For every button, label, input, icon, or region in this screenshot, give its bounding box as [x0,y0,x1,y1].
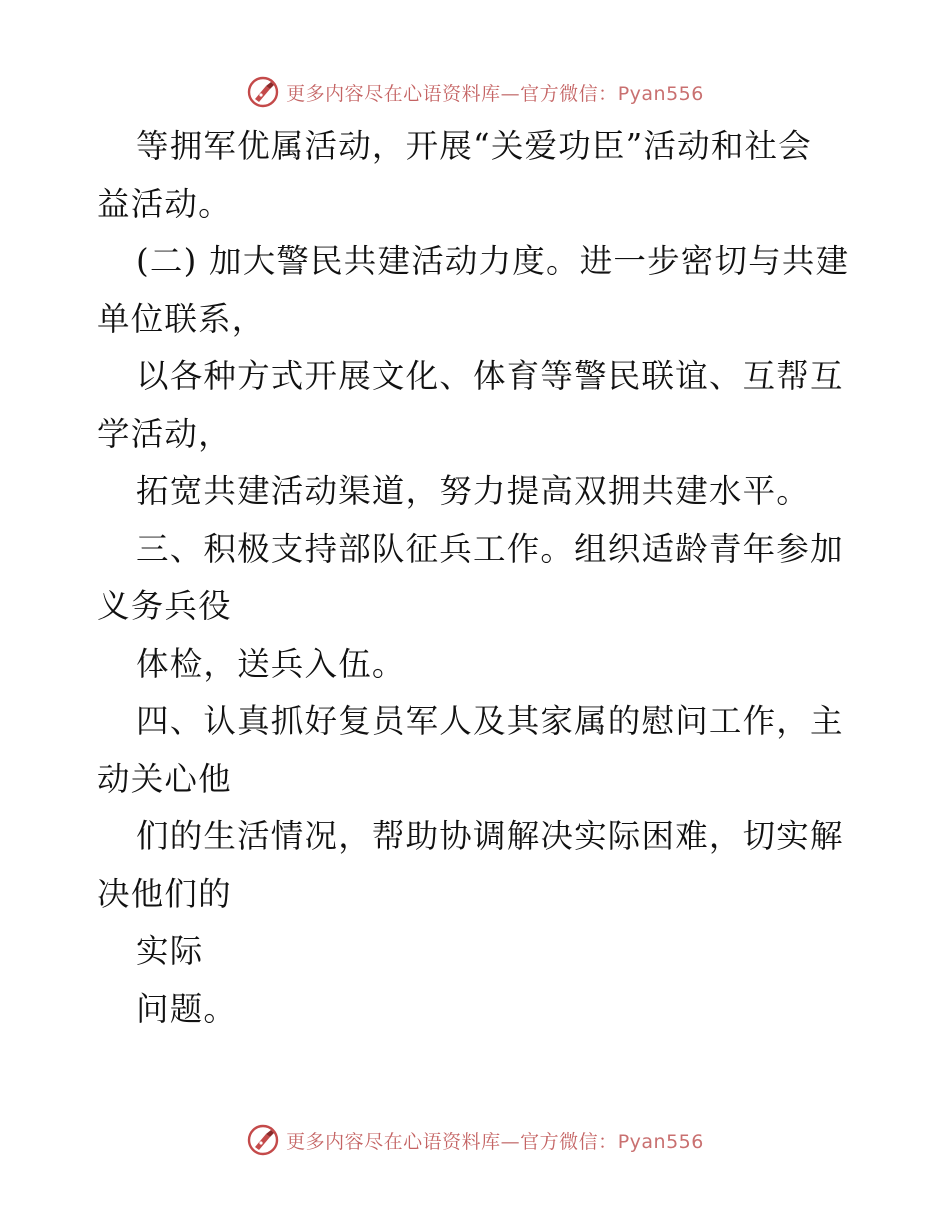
body-line: 单位联系， [97,299,266,338]
document-body [97,118,857,1038]
body-line: 三、积极支持部队征兵工作。组织适龄青年参加 [136,529,844,568]
pen-nib-logo-icon [246,1123,280,1157]
body-line: 益活动。 [97,184,232,223]
watermark-wechat-id: Pyan556 [617,82,704,105]
body-line: 拓宽共建活动渠道，努力提高双拥共建水平。 [136,472,811,510]
watermark-wechat-label: 官方微信： [520,82,618,105]
body-line: 义务兵役 [97,587,232,625]
footer-watermark [0,1120,950,1160]
watermark-separator: — [500,82,521,105]
body-line: 动关心他 [97,759,232,798]
body-line: 等拥军优属活动，开展“关爱功臣”活动和社会 [136,127,812,165]
watermark-wechat-id: Pyan556 [617,1130,704,1153]
body-line: 实际 [136,932,204,970]
body-line: 决他们的 [97,874,232,913]
body-line: 问题。 [136,989,238,1028]
watermark-text [286,79,704,106]
pen-nib-logo-icon [246,75,280,109]
watermark-brand: 更多内容尽在心语资料库 [286,82,501,105]
header-watermark [0,72,950,112]
watermark-brand: 更多内容尽在心语资料库 [286,1130,501,1153]
watermark-separator: — [500,1130,521,1153]
watermark-wechat-label: 官方微信： [520,1130,618,1153]
body-line: 四、认真抓好复员军人及其家属的慰问工作，主 [136,702,844,740]
body-line: 们的生活情况，帮助协调解决实际困难，切实解 [136,817,844,855]
body-line: (二) 加大警民共建活动力度。进一步密切与共建 [136,242,850,280]
watermark-text [286,1127,704,1154]
body-line: 以各种方式开展文化、体育等警民联谊、互帮互 [136,357,844,395]
body-line: 体检，送兵入伍。 [136,644,406,683]
body-line: 学活动， [97,414,232,453]
